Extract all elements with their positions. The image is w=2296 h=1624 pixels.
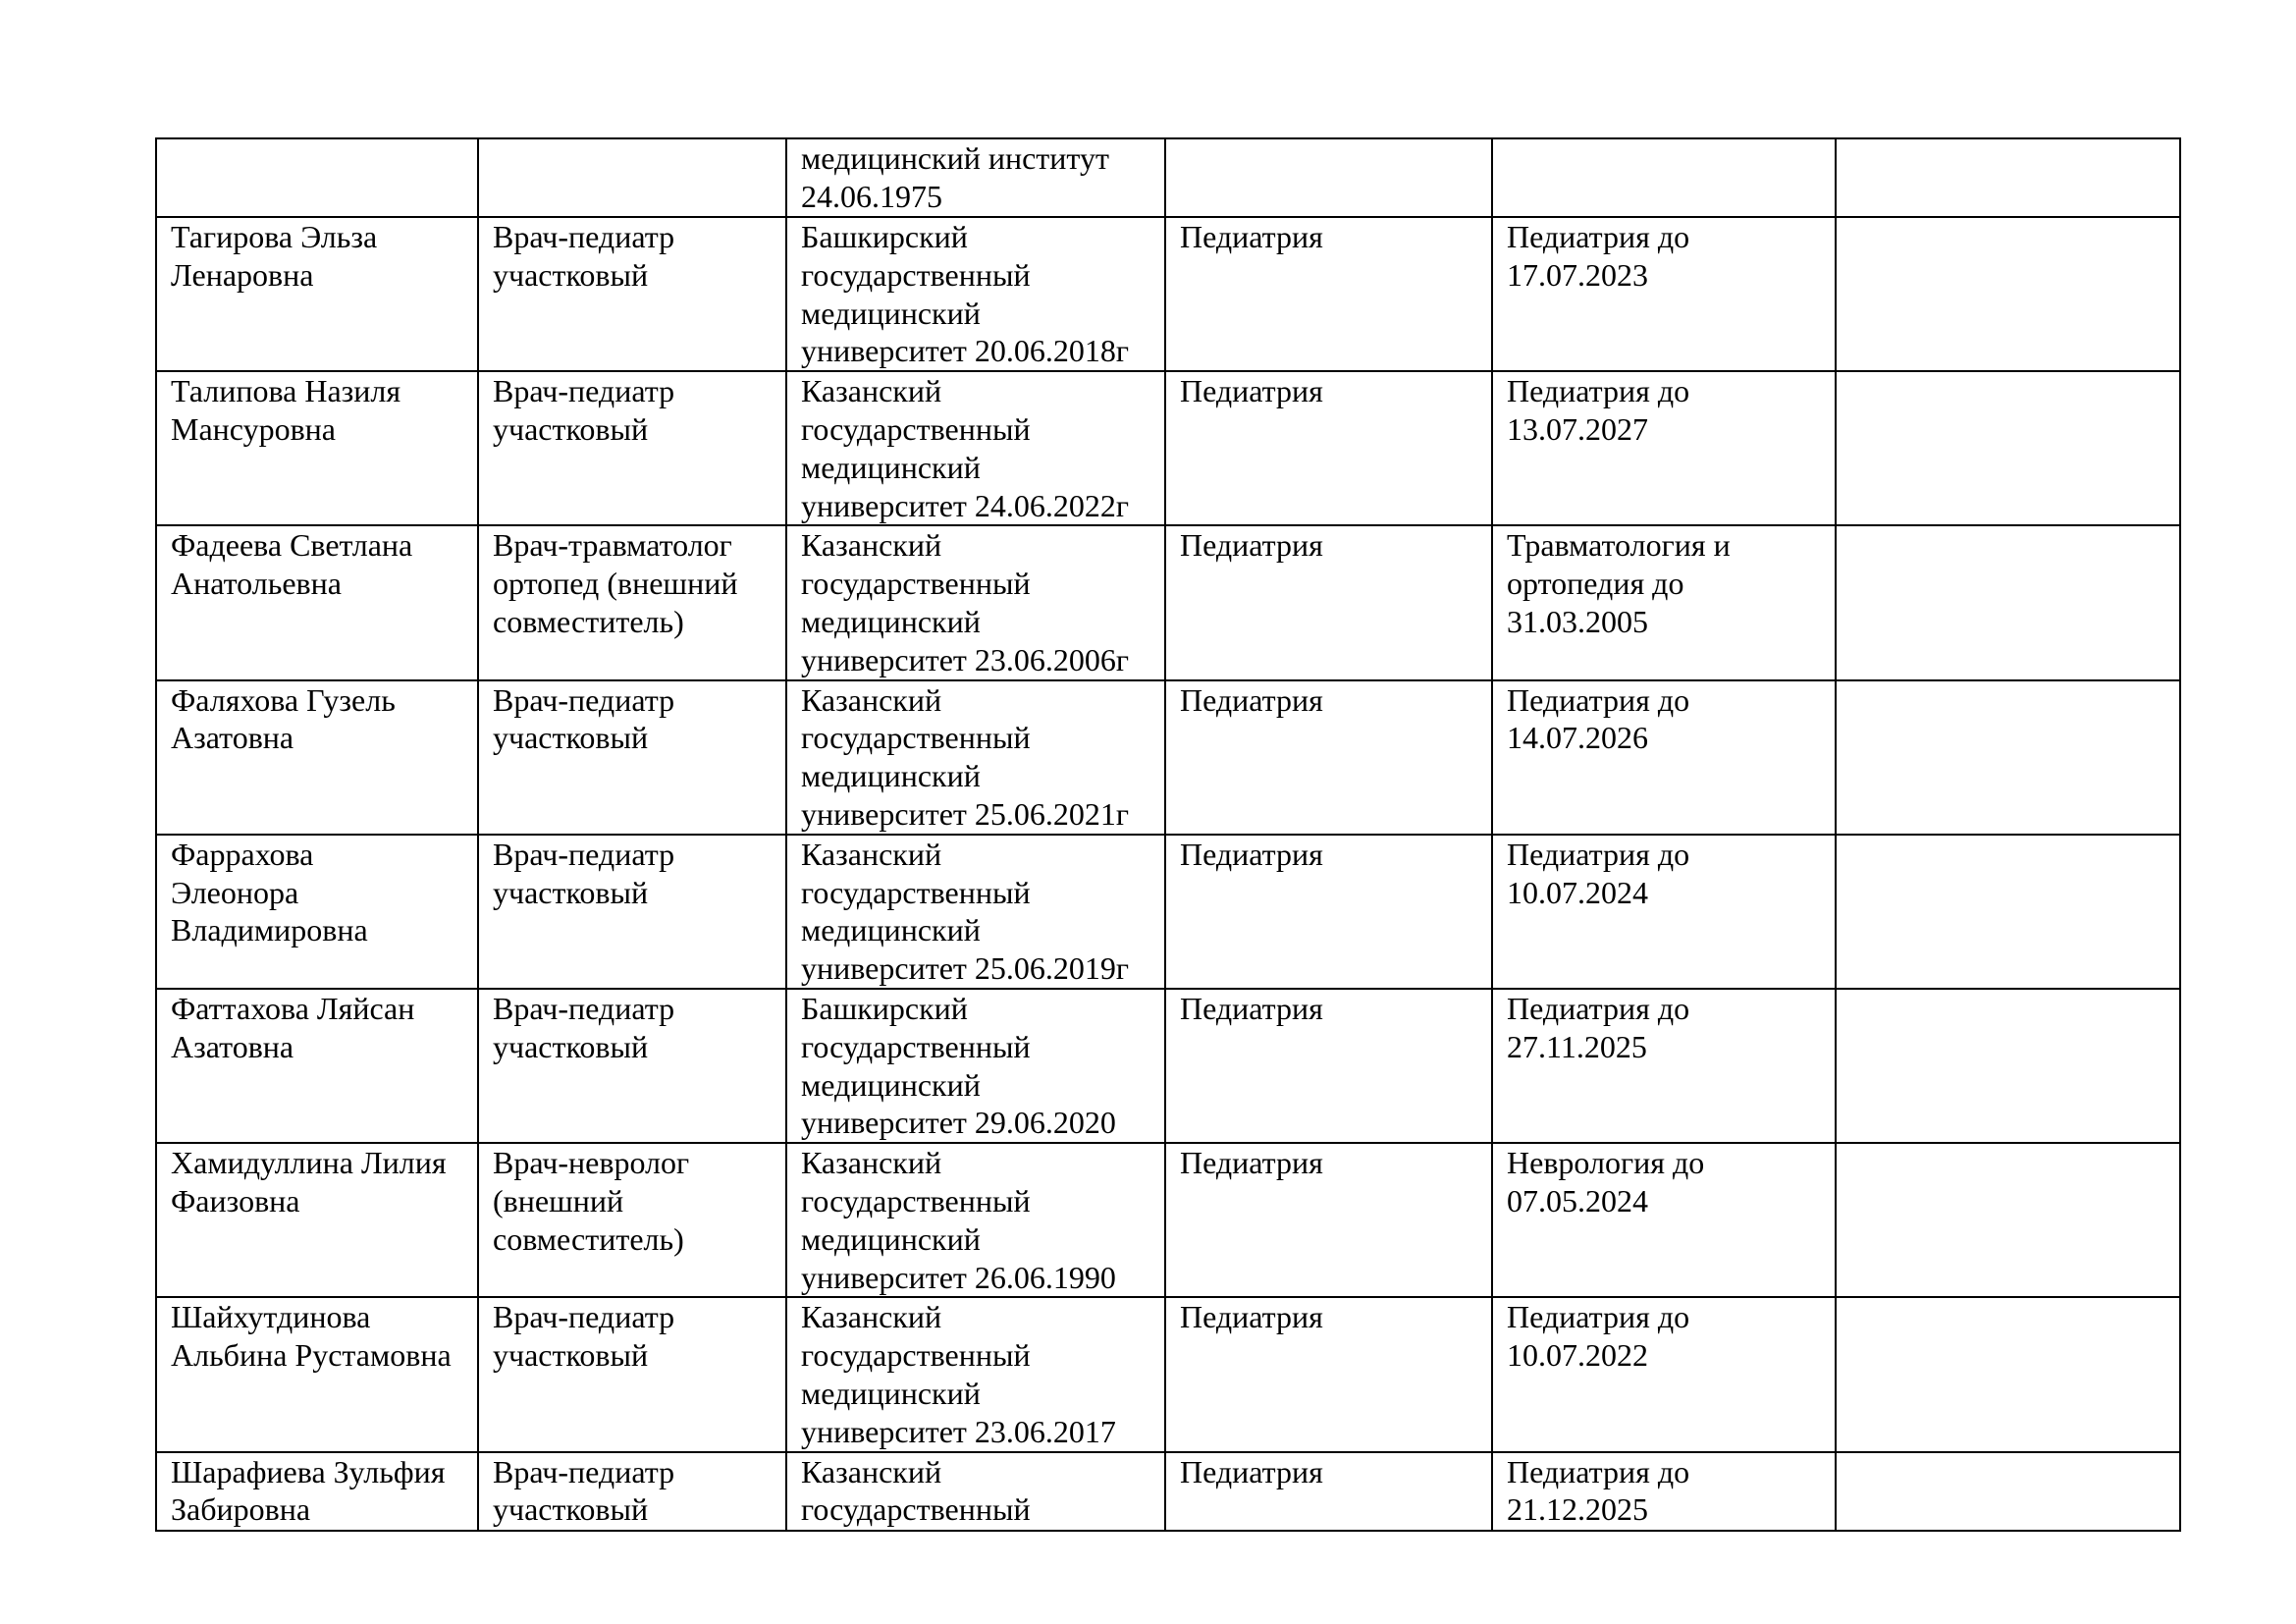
cell-line: Педиатрия до [1507, 681, 1690, 718]
cell-note [1836, 525, 2180, 679]
cell-line: Азатовна [171, 1028, 294, 1064]
cell-note [1836, 835, 2180, 989]
cell-line: Альбина Рустамовна [171, 1337, 452, 1374]
cell-line: участковый [493, 1337, 649, 1374]
cell-name [156, 1452, 478, 1531]
cell-certificate [1492, 1297, 1836, 1451]
cell-line: Педиатрия [1180, 527, 1323, 564]
cell-line: медицинский [801, 449, 981, 485]
cell-certificate [1492, 217, 1836, 371]
cell-specialty [1165, 217, 1492, 371]
cell-line: медицинский [801, 758, 981, 794]
cell-line: Педиатрия [1180, 990, 1323, 1026]
cell-name [156, 989, 478, 1143]
cell-specialty [1165, 1297, 1492, 1451]
cell-line: 21.12.2025 [1507, 1491, 1648, 1528]
cell-line: государственный [801, 1028, 1031, 1064]
cell-note [1836, 989, 2180, 1143]
cell-line: медицинский [801, 1375, 981, 1411]
cell-line: Забировна [171, 1491, 311, 1528]
cell-line: Тагирова Эльза [171, 219, 378, 254]
cell-line: участковый [493, 256, 649, 293]
cell-education [786, 371, 1165, 525]
cell-line: государственный [801, 410, 1031, 447]
cell-line: Казанский [801, 836, 942, 872]
cell-line: государственный [801, 1182, 1031, 1218]
cell-line: 13.07.2027 [1507, 410, 1648, 447]
cell-line: участковый [493, 410, 649, 447]
cell-line: совместитель) [493, 1220, 684, 1257]
cell-line: Врач-педиатр [493, 836, 675, 872]
cell-line: Врач-невролог [493, 1145, 690, 1181]
cell-line: медицинский [801, 603, 981, 639]
cell-line: государственный [801, 1491, 1031, 1528]
cell-line: университет 25.06.2019г [801, 950, 1129, 987]
cell-line: Врач-педиатр [493, 373, 675, 409]
cell-line: совместитель) [493, 603, 684, 639]
cell-line: (внешний [493, 1182, 624, 1218]
cell-line: Педиатрия до [1507, 373, 1690, 409]
cell-note [1836, 1297, 2180, 1451]
cell-specialty [1165, 371, 1492, 525]
cell-line: университет 23.06.2017 [801, 1413, 1116, 1449]
cell-line: ортопед (внешний [493, 566, 738, 602]
cell-line: Анатольевна [171, 566, 342, 602]
cell-certificate [1492, 138, 1836, 217]
cell-line: Мансуровна [171, 410, 336, 447]
cell-line: Педиатрия [1180, 1299, 1323, 1335]
cell-note [1836, 1143, 2180, 1297]
table-row [156, 1143, 2180, 1297]
cell-line: Врач-педиатр [493, 681, 675, 718]
cell-line: Элеонора [171, 874, 299, 910]
cell-line: Казанский [801, 681, 942, 718]
cell-certificate [1492, 835, 1836, 989]
cell-education [786, 525, 1165, 679]
cell-line: Неврология до [1507, 1145, 1705, 1181]
cell-certificate [1492, 680, 1836, 835]
cell-name [156, 138, 478, 217]
cell-certificate [1492, 525, 1836, 679]
cell-line: Травматология и [1507, 527, 1731, 564]
cell-line: Педиатрия до [1507, 836, 1690, 872]
cell-line: 27.11.2025 [1507, 1028, 1647, 1064]
cell-note [1836, 680, 2180, 835]
cell-line: медицинский [801, 1066, 981, 1103]
table-row [156, 525, 2180, 679]
cell-line: Фаляхова Гузель [171, 681, 396, 718]
cell-line: Педиатрия [1180, 1145, 1323, 1181]
cell-line: Казанский [801, 1453, 942, 1489]
cell-line: Башкирский [801, 990, 968, 1026]
cell-line: Фадеева Светлана [171, 527, 413, 564]
cell-certificate [1492, 1452, 1836, 1531]
cell-line: Педиатрия [1180, 836, 1323, 872]
cell-line: Фаррахова [171, 836, 314, 872]
cell-position [478, 680, 786, 835]
cell-line: Шайхутдинова [171, 1299, 371, 1335]
cell-line: Педиатрия до [1507, 1299, 1690, 1335]
cell-note [1836, 217, 2180, 371]
cell-line: Педиатрия [1180, 373, 1323, 409]
cell-specialty [1165, 525, 1492, 679]
cell-line: Педиатрия до [1507, 219, 1690, 254]
cell-education [786, 217, 1165, 371]
cell-line: ортопедия до [1507, 566, 1684, 602]
cell-line: медицинский [801, 295, 981, 331]
cell-position [478, 1297, 786, 1451]
cell-line: государственный [801, 874, 1031, 910]
cell-specialty [1165, 989, 1492, 1143]
cell-line: Педиатрия [1180, 681, 1323, 718]
cell-position [478, 217, 786, 371]
cell-education [786, 138, 1165, 217]
table-row [156, 835, 2180, 989]
cell-position [478, 525, 786, 679]
cell-line: 17.07.2023 [1507, 256, 1648, 293]
cell-note [1836, 1452, 2180, 1531]
cell-certificate [1492, 1143, 1836, 1297]
cell-line: участковый [493, 874, 649, 910]
cell-line: государственный [801, 720, 1031, 756]
cell-line: университет 20.06.2018г [801, 333, 1129, 369]
cell-education [786, 680, 1165, 835]
table-row [156, 989, 2180, 1143]
cell-line: Башкирский [801, 219, 968, 254]
cell-name [156, 217, 478, 371]
cell-position [478, 1143, 786, 1297]
cell-line: Казанский [801, 527, 942, 564]
cell-line: 31.03.2005 [1507, 603, 1648, 639]
cell-line: Владимировна [171, 912, 368, 948]
cell-line: 10.07.2022 [1507, 1337, 1648, 1374]
cell-certificate [1492, 989, 1836, 1143]
cell-line: Казанский [801, 1145, 942, 1181]
cell-line: участковый [493, 1028, 649, 1064]
table-row [156, 680, 2180, 835]
cell-line: государственный [801, 256, 1031, 293]
cell-line: университет 24.06.2022г [801, 487, 1129, 523]
cell-line: университет 26.06.1990 [801, 1259, 1116, 1295]
cell-specialty [1165, 1452, 1492, 1531]
cell-line: Казанский [801, 1299, 942, 1335]
cell-line: государственный [801, 566, 1031, 602]
cell-line: Талипова Назиля [171, 373, 401, 409]
cell-education [786, 1143, 1165, 1297]
cell-line: Врач-травматолог [493, 527, 732, 564]
cell-name [156, 1143, 478, 1297]
cell-line: медицинский институт [801, 140, 1109, 176]
cell-line: Педиатрия до [1507, 990, 1690, 1026]
cell-position [478, 835, 786, 989]
cell-line: Педиатрия [1180, 219, 1323, 254]
staff-table-body [156, 138, 2180, 1531]
cell-line: Педиатрия до [1507, 1453, 1690, 1489]
cell-line: государственный [801, 1337, 1031, 1374]
cell-name [156, 525, 478, 679]
cell-specialty [1165, 680, 1492, 835]
cell-name [156, 835, 478, 989]
cell-note [1836, 138, 2180, 217]
cell-line: Врач-педиатр [493, 1453, 675, 1489]
cell-certificate [1492, 371, 1836, 525]
cell-position [478, 371, 786, 525]
cell-line: Ленаровна [171, 256, 314, 293]
cell-specialty [1165, 835, 1492, 989]
cell-position [478, 1452, 786, 1531]
cell-education [786, 1452, 1165, 1531]
cell-line: Казанский [801, 373, 942, 409]
cell-line: 10.07.2024 [1507, 874, 1648, 910]
cell-line: Врач-педиатр [493, 219, 675, 254]
cell-line: 24.06.1975 [801, 178, 942, 214]
cell-line: Шарафиева Зульфия [171, 1453, 446, 1489]
cell-line: Хамидуллина Лилия [171, 1145, 447, 1181]
table-row [156, 1297, 2180, 1451]
cell-line: университет 23.06.2006г [801, 641, 1129, 677]
cell-line: Врач-педиатр [493, 990, 675, 1026]
cell-position [478, 989, 786, 1143]
cell-line: участковый [493, 1491, 649, 1528]
cell-line: 14.07.2026 [1507, 720, 1648, 756]
cell-name [156, 680, 478, 835]
cell-education [786, 835, 1165, 989]
cell-line: 07.05.2024 [1507, 1182, 1648, 1218]
cell-position [478, 138, 786, 217]
table-row [156, 217, 2180, 371]
cell-name [156, 1297, 478, 1451]
cell-line: Педиатрия [1180, 1453, 1323, 1489]
cell-note [1836, 371, 2180, 525]
cell-line: Врач-педиатр [493, 1299, 675, 1335]
cell-line: Азатовна [171, 720, 294, 756]
cell-line: медицинский [801, 1220, 981, 1257]
table-row [156, 371, 2180, 525]
cell-line: университет 25.06.2021г [801, 795, 1129, 832]
cell-education [786, 989, 1165, 1143]
cell-line: Фаизовна [171, 1182, 300, 1218]
cell-specialty [1165, 138, 1492, 217]
table-row [156, 1452, 2180, 1531]
cell-line: медицинский [801, 912, 981, 948]
staff-table [155, 137, 2181, 1532]
cell-line: университет 29.06.2020 [801, 1105, 1116, 1141]
table-row [156, 138, 2180, 217]
cell-education [786, 1297, 1165, 1451]
cell-name [156, 371, 478, 525]
cell-specialty [1165, 1143, 1492, 1297]
cell-line: Фаттахова Ляйсан [171, 990, 415, 1026]
cell-line: участковый [493, 720, 649, 756]
